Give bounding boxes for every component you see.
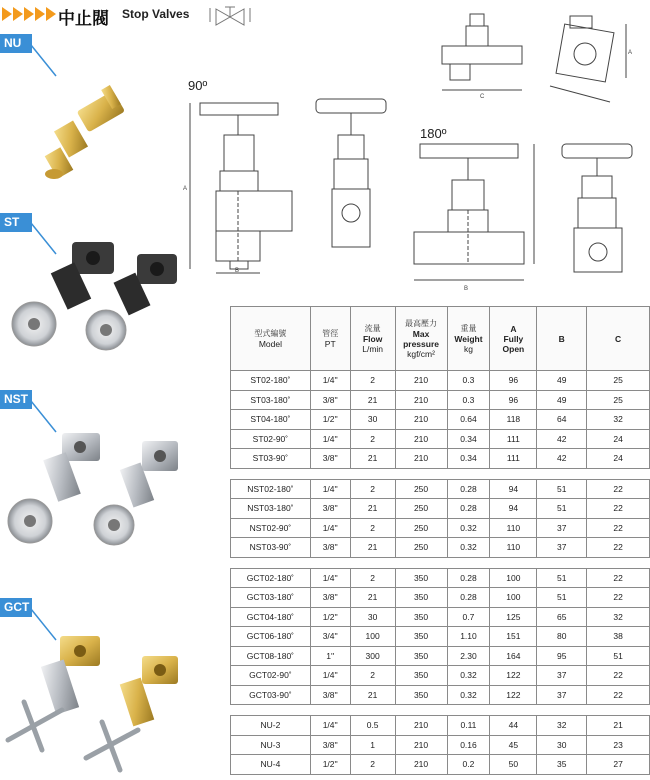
table-cell: 1'' xyxy=(310,646,350,666)
table-row xyxy=(231,735,650,755)
table-cell: 100 xyxy=(490,588,537,608)
table-cell: 22 xyxy=(587,518,650,538)
table-cell: 250 xyxy=(395,499,447,519)
table-cell: GCT03-180˚ xyxy=(231,588,311,608)
table-cell: 42 xyxy=(537,429,587,449)
table-cell: 30 xyxy=(537,735,587,755)
table-cell: 37 xyxy=(537,666,587,686)
tag-pointer-nu xyxy=(30,44,60,80)
table-cell: 210 xyxy=(395,735,447,755)
table-cell: 50 xyxy=(490,755,537,775)
table-cell: 32 xyxy=(587,607,650,627)
table-cell: 1.10 xyxy=(447,627,490,647)
dim-b-label: B xyxy=(235,268,240,274)
col-pt: 管徑 PT xyxy=(310,307,350,371)
table-cell: ST04-180˚ xyxy=(231,410,311,430)
table-cell: NU-4 xyxy=(231,755,311,775)
table-row xyxy=(231,479,650,499)
table-cell: 1/4'' xyxy=(310,568,350,588)
table-cell: 95 xyxy=(537,646,587,666)
table-cell: 96 xyxy=(490,390,537,410)
table-cell: 1/4'' xyxy=(310,666,350,686)
table-row xyxy=(231,588,650,608)
table-cell: 100 xyxy=(490,568,537,588)
table-row xyxy=(231,627,650,647)
table-cell: 0.7 xyxy=(447,607,490,627)
table-cell: 22 xyxy=(587,666,650,686)
table-cell: 300 xyxy=(350,646,395,666)
dim-a-label: A xyxy=(183,186,188,192)
series-tag-st: ST xyxy=(0,213,32,232)
table-cell: 111 xyxy=(490,449,537,469)
page-title-zh: 中止閥 xyxy=(58,9,109,29)
col-weight: 重量 Weight kg xyxy=(447,307,490,371)
table-cell: 96 xyxy=(490,371,537,391)
table-cell: 110 xyxy=(490,518,537,538)
table-row xyxy=(231,429,650,449)
table-cell: 1/2'' xyxy=(310,607,350,627)
table-cell: 350 xyxy=(395,685,447,705)
table-cell: 0.32 xyxy=(447,666,490,686)
drawing-180-side xyxy=(412,140,552,295)
table-cell: NST03-90˚ xyxy=(231,538,311,558)
table-cell: GCT03-90˚ xyxy=(231,685,311,705)
table-header-row xyxy=(231,307,650,371)
table-cell: 210 xyxy=(395,449,447,469)
table-cell: 65 xyxy=(537,607,587,627)
table-cell: 0.28 xyxy=(447,568,490,588)
table-cell: 21 xyxy=(350,499,395,519)
table-row xyxy=(231,666,650,686)
table-cell: 350 xyxy=(395,568,447,588)
table-cell: 250 xyxy=(395,538,447,558)
table-cell: 1 xyxy=(350,735,395,755)
table-cell: 21 xyxy=(350,685,395,705)
table-cell: 44 xyxy=(490,716,537,736)
col-a: A Fully Open xyxy=(490,307,537,371)
table-cell: 164 xyxy=(490,646,537,666)
table-cell: 210 xyxy=(395,410,447,430)
table-cell: 51 xyxy=(537,499,587,519)
table-cell: 0.3 xyxy=(447,390,490,410)
table-cell: GCT06-180˚ xyxy=(231,627,311,647)
table-cell: 37 xyxy=(537,685,587,705)
table-cell: 94 xyxy=(490,479,537,499)
col-model: 型式編號 Model xyxy=(231,307,311,371)
drawing-90-side xyxy=(180,95,300,275)
table-cell: 350 xyxy=(395,588,447,608)
header-arrows-icon xyxy=(2,7,56,21)
col-b: B xyxy=(537,307,587,371)
angle-180-label: 180º xyxy=(420,126,447,141)
table-cell: 210 xyxy=(395,429,447,449)
nst-valve-photo xyxy=(2,425,192,550)
table-cell: 2 xyxy=(350,568,395,588)
table-cell: 64 xyxy=(537,410,587,430)
spec-table xyxy=(230,306,650,775)
table-row xyxy=(231,646,650,666)
table-cell: 32 xyxy=(587,410,650,430)
table-cell: 210 xyxy=(395,371,447,391)
table-cell: 49 xyxy=(537,390,587,410)
table-cell: 2 xyxy=(350,371,395,391)
table-cell: 42 xyxy=(537,449,587,469)
table-cell: 3/8'' xyxy=(310,685,350,705)
table-cell: 0.28 xyxy=(447,499,490,519)
table-cell: 22 xyxy=(587,499,650,519)
table-cell: 210 xyxy=(395,716,447,736)
table-cell: 21 xyxy=(587,716,650,736)
group-separator xyxy=(231,468,650,479)
dim-a-label-nu: A xyxy=(628,50,633,56)
table-cell: 2 xyxy=(350,429,395,449)
table-cell: ST03-180˚ xyxy=(231,390,311,410)
table-cell: 111 xyxy=(490,429,537,449)
drawing-nu-side xyxy=(430,10,530,100)
table-cell: ST02-180˚ xyxy=(231,371,311,391)
table-cell: 0.5 xyxy=(350,716,395,736)
table-cell: 3/8'' xyxy=(310,499,350,519)
drawing-180-front xyxy=(558,140,638,280)
table-cell: 0.32 xyxy=(447,518,490,538)
table-cell: 250 xyxy=(395,479,447,499)
table-row xyxy=(231,390,650,410)
table-cell: ST02-90˚ xyxy=(231,429,311,449)
table-cell: 0.34 xyxy=(447,449,490,469)
table-cell: 1/2'' xyxy=(310,410,350,430)
table-cell: 350 xyxy=(395,627,447,647)
table-row xyxy=(231,499,650,519)
table-cell: 0.2 xyxy=(447,755,490,775)
table-cell: 122 xyxy=(490,685,537,705)
table-cell: 100 xyxy=(350,627,395,647)
table-row xyxy=(231,538,650,558)
table-cell: 1/4'' xyxy=(310,371,350,391)
table-row xyxy=(231,568,650,588)
table-row xyxy=(231,755,650,775)
group-separator xyxy=(231,557,650,568)
table-cell: 21 xyxy=(350,449,395,469)
table-cell: 0.16 xyxy=(447,735,490,755)
table-cell: 37 xyxy=(537,538,587,558)
table-row xyxy=(231,685,650,705)
table-cell: 25 xyxy=(587,390,650,410)
table-row xyxy=(231,410,650,430)
valve-symbol-icon xyxy=(208,4,252,26)
page-title-en: Stop Valves xyxy=(122,7,190,21)
drawing-nu-front xyxy=(540,14,640,104)
table-cell: 45 xyxy=(490,735,537,755)
table-cell: NST02-90˚ xyxy=(231,518,311,538)
table-row xyxy=(231,716,650,736)
table-cell: 125 xyxy=(490,607,537,627)
table-cell: 51 xyxy=(537,588,587,608)
table-cell: GCT04-180˚ xyxy=(231,607,311,627)
table-cell: 23 xyxy=(587,735,650,755)
table-cell: 1/4'' xyxy=(310,716,350,736)
table-cell: 2 xyxy=(350,755,395,775)
table-cell: NST02-180˚ xyxy=(231,479,311,499)
table-cell: GCT02-180˚ xyxy=(231,568,311,588)
table-cell: 22 xyxy=(587,538,650,558)
table-cell: NST03-180˚ xyxy=(231,499,311,519)
table-cell: 27 xyxy=(587,755,650,775)
table-cell: 51 xyxy=(587,646,650,666)
table-cell: 210 xyxy=(395,390,447,410)
table-cell: GCT02-90˚ xyxy=(231,666,311,686)
table-body xyxy=(231,371,650,775)
table-cell: NU-2 xyxy=(231,716,311,736)
table-cell: 21 xyxy=(350,390,395,410)
col-flow: 流量 Flow L/min xyxy=(350,307,395,371)
gct-valve-photo xyxy=(2,630,192,778)
table-cell: 37 xyxy=(537,518,587,538)
table-cell: 151 xyxy=(490,627,537,647)
table-cell: 35 xyxy=(537,755,587,775)
table-cell: 51 xyxy=(537,568,587,588)
table-cell: 0.34 xyxy=(447,429,490,449)
drawing-90-front xyxy=(312,95,392,260)
table-cell: 22 xyxy=(587,568,650,588)
table-cell: 1/4'' xyxy=(310,429,350,449)
table-cell: ST03-90˚ xyxy=(231,449,311,469)
table-cell: 2 xyxy=(350,666,395,686)
table-cell: 24 xyxy=(587,429,650,449)
table-cell: 22 xyxy=(587,479,650,499)
table-cell: 0.64 xyxy=(447,410,490,430)
table-cell: 118 xyxy=(490,410,537,430)
table-cell: 3/8'' xyxy=(310,390,350,410)
table-cell: NU-3 xyxy=(231,735,311,755)
table-row xyxy=(231,449,650,469)
table-cell: 0.28 xyxy=(447,479,490,499)
table-cell: 0.3 xyxy=(447,371,490,391)
table-cell: 350 xyxy=(395,646,447,666)
table-cell: 2.30 xyxy=(447,646,490,666)
table-cell: 1/2'' xyxy=(310,755,350,775)
table-cell: 25 xyxy=(587,371,650,391)
table-cell: 0.28 xyxy=(447,588,490,608)
series-tag-gct: GCT xyxy=(0,598,32,617)
table-cell: 350 xyxy=(395,607,447,627)
table-cell: 2 xyxy=(350,518,395,538)
table-cell: 250 xyxy=(395,518,447,538)
table-cell: 22 xyxy=(587,685,650,705)
table-cell: 0.11 xyxy=(447,716,490,736)
table-cell: 21 xyxy=(350,538,395,558)
table-cell: 3/8'' xyxy=(310,735,350,755)
table-cell: 22 xyxy=(587,588,650,608)
table-row xyxy=(231,518,650,538)
nu-valve-photo xyxy=(40,78,140,188)
table-cell: 49 xyxy=(537,371,587,391)
table-cell: 24 xyxy=(587,449,650,469)
table-cell: 1/4'' xyxy=(310,518,350,538)
st-valve-photo xyxy=(2,232,192,352)
table-cell: 51 xyxy=(537,479,587,499)
table-cell: 21 xyxy=(350,588,395,608)
col-c: C xyxy=(587,307,650,371)
table-cell: 3/4'' xyxy=(310,627,350,647)
table-cell: 110 xyxy=(490,538,537,558)
table-cell: 94 xyxy=(490,499,537,519)
table-row xyxy=(231,371,650,391)
table-cell: 0.32 xyxy=(447,685,490,705)
series-tag-nu: NU xyxy=(0,34,32,53)
angle-90-label: 90º xyxy=(188,78,208,93)
dim-c-label: C xyxy=(480,94,485,100)
table-cell: 2 xyxy=(350,479,395,499)
table-cell: 122 xyxy=(490,666,537,686)
table-cell: 3/8'' xyxy=(310,588,350,608)
series-tag-nst: NST xyxy=(0,390,32,409)
table-cell: 32 xyxy=(537,716,587,736)
table-cell: 3/8'' xyxy=(310,538,350,558)
table-cell: 210 xyxy=(395,755,447,775)
table-cell: 0.32 xyxy=(447,538,490,558)
table-cell: 1/4'' xyxy=(310,479,350,499)
col-pressure: 最高壓力 Max pressure kgf/cm² xyxy=(395,307,447,371)
dim-b-label-180: B xyxy=(464,286,469,292)
table-cell: 3/8'' xyxy=(310,449,350,469)
group-separator xyxy=(231,705,650,716)
table-cell: 80 xyxy=(537,627,587,647)
table-cell: 30 xyxy=(350,607,395,627)
table-cell: GCT08-180˚ xyxy=(231,646,311,666)
table-cell: 38 xyxy=(587,627,650,647)
table-cell: 350 xyxy=(395,666,447,686)
table-row xyxy=(231,607,650,627)
table-cell: 30 xyxy=(350,410,395,430)
